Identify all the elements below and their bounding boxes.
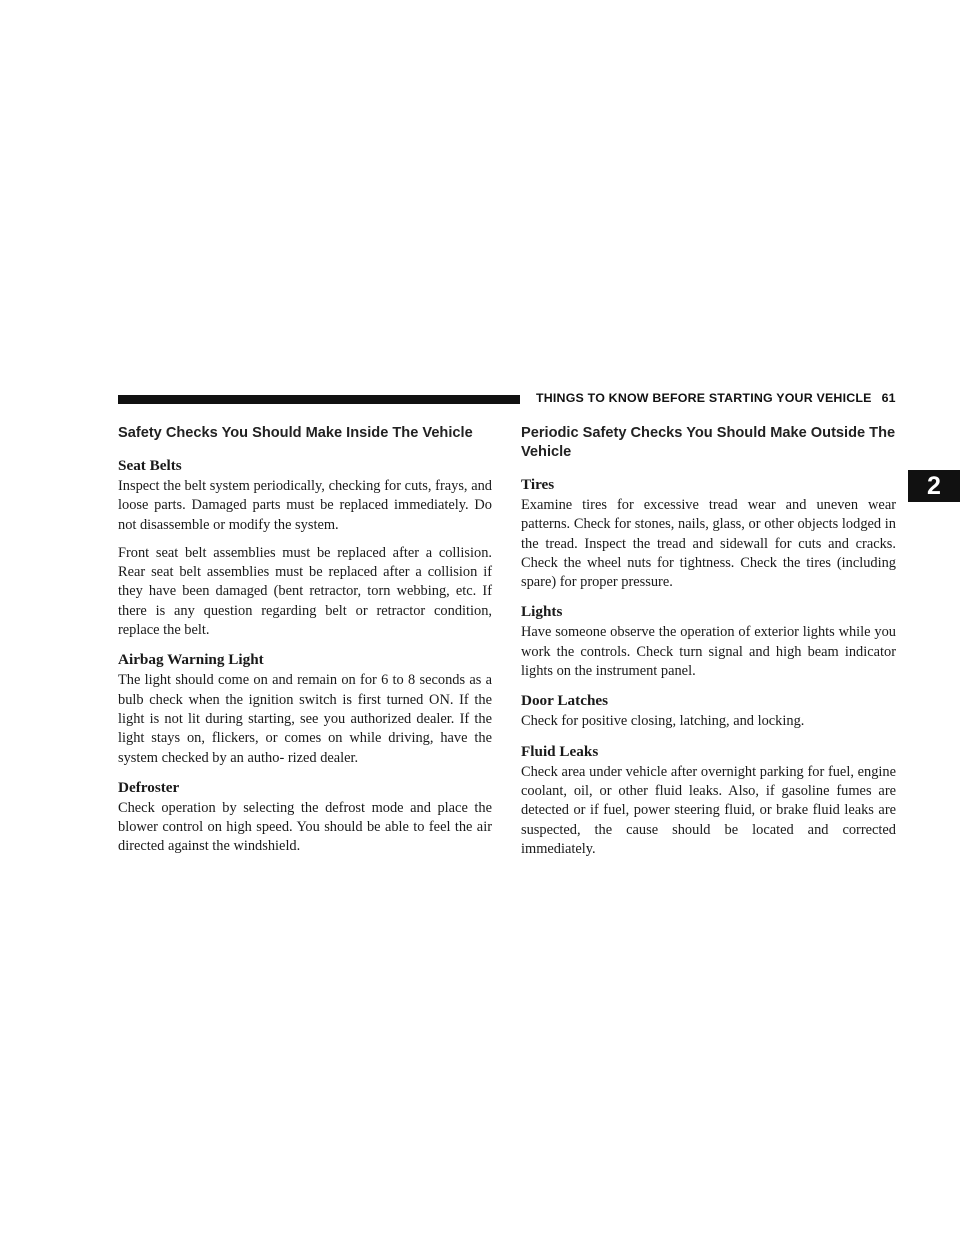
paragraph: Have someone observe the operation of exterior lights while you work the controls. Check turn signal and high beam indicator lights on the instrument panel. xyxy=(521,624,896,680)
chapter-tab: 2 xyxy=(908,470,960,502)
subheading-airbag-warning-light: Airbag Warning Light xyxy=(118,651,264,669)
header-rule-bar xyxy=(118,395,520,404)
paragraph: Examine tires for excessive tread wear and uneven wear patterns. Check for stones, nails, glass, or other objects lodged in the tread. Inspect the tread and sidewall for cuts and cracks. Check the wheel nuts for tightness. Check the tires (including spare) for proper pressure. xyxy=(521,497,896,591)
section-tires xyxy=(521,475,896,592)
section-defroster xyxy=(118,778,492,857)
subheading-defroster: Defroster xyxy=(118,778,180,796)
paragraph: Inspect the belt system periodically, checking for cuts, frays, and loose parts. Damaged parts must be replaced immediately. Do not disassemble or modify the system. xyxy=(118,478,492,533)
subheading-door-latches: Door Latches xyxy=(521,692,609,710)
section-airbag-warning-light xyxy=(118,650,492,767)
right-section-heading: Periodic Safety Checks You Should Make Outside The Vehicle xyxy=(521,425,896,460)
subheading-fluid-leaks: Fluid Leaks xyxy=(521,742,599,760)
section-seat-belts xyxy=(118,456,492,640)
left-column xyxy=(118,424,492,867)
paragraph: Front seat belt assemblies must be replaced after a collision. Rear seat belt assemblies must be replaced after a collision if they have been damaged (bent retractor, torn webbing, etc. If there is any question regarding belt or retractor condition, replace the belt. xyxy=(118,544,492,639)
subheading-seat-belts: Seat Belts xyxy=(118,457,182,474)
left-section-heading: Safety Checks You Should Make Inside The Vehicle xyxy=(118,425,473,441)
right-column xyxy=(521,424,896,869)
page-number: 61 xyxy=(881,391,896,405)
paragraph: Check area under vehicle after overnight parking for fuel, engine coolant, oil, or other fluid leaks. Also, if gasoline fumes are detected or if fuel, power steering fluid, or brake fluid leaks are suspected, the cause should be located and corrected immediately. xyxy=(521,763,896,857)
running-header xyxy=(536,391,906,405)
subheading-lights: Lights xyxy=(521,603,563,621)
paragraph: Check operation by selecting the defrost mode and place the blower control on high speed. You should be able to feel the air directed against the windshield. xyxy=(118,799,492,855)
section-fluid-leaks xyxy=(521,742,896,859)
paragraph: The light should come on and remain on for 6 to 8 seconds as a bulb check when the ignition switch is first turned ON. If the light is not lit during starting, see you authorized dealer. If the light stays on, flickers, or comes on while driving, have the system checked by an autho- rized dealer. xyxy=(118,672,492,766)
section-door-latches xyxy=(521,691,896,731)
section-lights xyxy=(521,602,896,681)
running-header-title: THINGS TO KNOW BEFORE STARTING YOUR VEHICLE xyxy=(536,391,872,405)
paragraph: Check for positive closing, latching, and locking. xyxy=(521,713,805,730)
subheading-tires: Tires xyxy=(521,476,555,493)
